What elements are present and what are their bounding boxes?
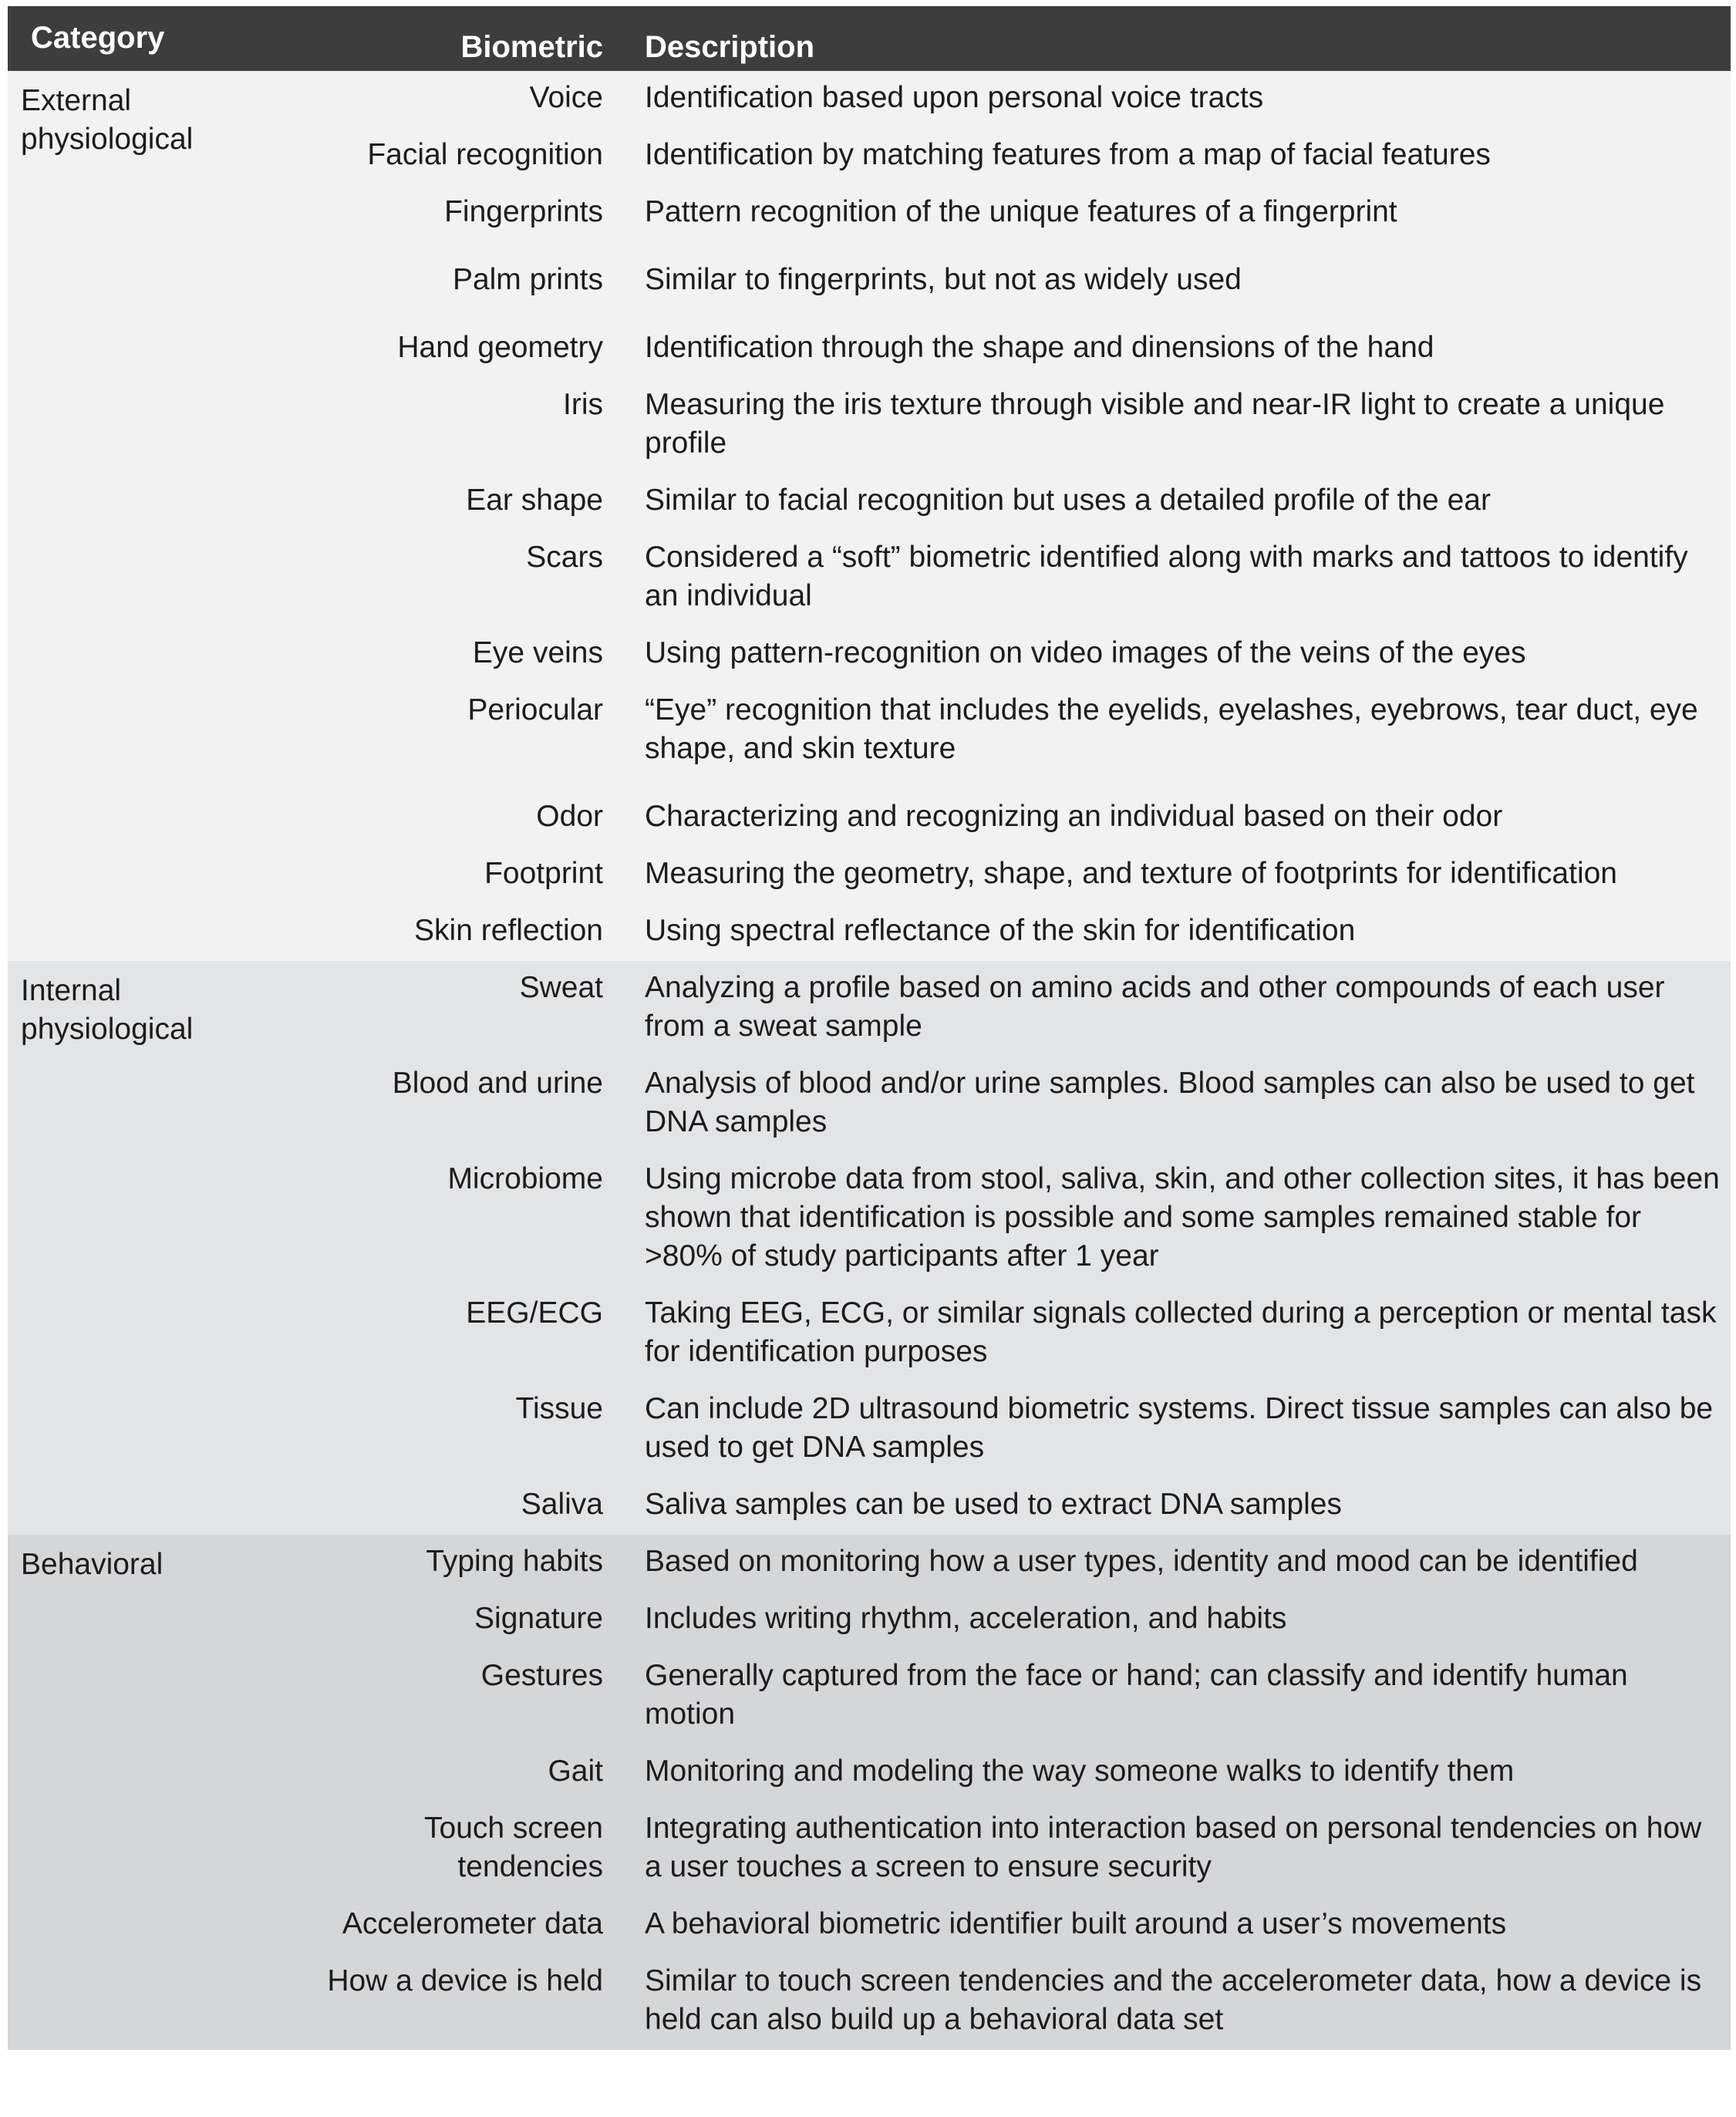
- biometric-cell: Sweat: [519, 971, 603, 1004]
- description-cell: Considered a “soft” biometric identified along with marks and tattoos to identify an individual: [645, 541, 1688, 612]
- biometric-cell: Palm prints: [452, 263, 603, 296]
- header-category: Category: [31, 21, 165, 55]
- biometric-cell: Periocular: [467, 693, 603, 726]
- description-cell: A behavioral biometric identifier built around a user’s movements: [645, 1907, 1507, 1940]
- description-cell: Pattern recognition of the unique features of a fingerprint: [645, 195, 1397, 228]
- biometrics-table: [8, 6, 1731, 2050]
- biometric-cell: EEG/ECG: [466, 1296, 603, 1330]
- biometric-cell: Tissue: [515, 1392, 603, 1425]
- biometrics-table-container: [8, 6, 1731, 2050]
- biometric-cell: Saliva: [521, 1488, 603, 1521]
- category-cell: Behavioral: [21, 1548, 163, 1581]
- biometric-cell: Facial recognition: [367, 138, 603, 171]
- biometric-cell: Signature: [474, 1602, 603, 1635]
- description-cell: Characterizing and recognizing an individual based on their odor: [645, 800, 1503, 833]
- description-cell: Measuring the iris texture through visible and near-IR light to create a unique profile: [645, 388, 1665, 460]
- header-biometric: Biometric: [460, 30, 603, 64]
- biometric-cell: Touch screen tendencies: [424, 1812, 603, 1883]
- description-cell: Generally captured from the face or hand; can classify and identify human motion: [645, 1659, 1628, 1731]
- description-cell: Using pattern-recognition on video images of the veins of the eyes: [645, 636, 1526, 669]
- biometric-cell: How a device is held: [327, 1964, 603, 1997]
- description-cell: Using spectral reflectance of the skin for identification: [645, 914, 1356, 947]
- table-row: [8, 1535, 1731, 1590]
- biometric-cell: Gait: [548, 1755, 603, 1788]
- description-cell: Integrating authentication into interaction based on personal tendencies on how a user touches a screen to ensure security: [645, 1812, 1702, 1883]
- table-row: [8, 71, 1731, 126]
- description-cell: Based on monitoring how a user types, identity and mood can be identified: [645, 1545, 1638, 1578]
- biometric-cell: Accelerometer data: [342, 1907, 603, 1940]
- biometric-cell: Voice: [529, 81, 603, 114]
- biometric-cell: Gestures: [480, 1659, 603, 1692]
- description-cell: Can include 2D ultrasound biometric systems. Direct tissue samples can also be used to get DNA samples: [645, 1392, 1714, 1464]
- biometric-cell: Scars: [526, 541, 603, 574]
- biometric-cell: Blood and urine: [392, 1067, 603, 1100]
- category-cell: External physiological: [21, 84, 194, 156]
- biometric-cell: Eye veins: [472, 636, 603, 669]
- description-cell: Similar to fingerprints, but not as widely used: [645, 263, 1242, 296]
- biometric-cell: Skin reflection: [414, 914, 603, 947]
- biometric-cell: Ear shape: [466, 484, 603, 517]
- description-cell: Saliva samples can be used to extract DNA samples: [645, 1488, 1342, 1521]
- biometric-cell: Footprint: [484, 857, 603, 890]
- group-external-physiological: [8, 71, 1731, 961]
- description-cell: Analyzing a profile based on amino acids and other compounds of each user from a sweat sample: [645, 971, 1665, 1043]
- category-cell: Internal physiological: [21, 974, 194, 1046]
- description-cell: Identification through the shape and dinensions of the hand: [645, 331, 1434, 364]
- group-internal-physiological: [8, 961, 1731, 1535]
- biometric-cell: Typing habits: [426, 1545, 603, 1578]
- biometric-cell: Odor: [536, 800, 603, 833]
- description-cell: Monitoring and modeling the way someone walks to identify them: [645, 1755, 1515, 1788]
- biometric-cell: Microbiome: [447, 1162, 603, 1195]
- group-behavioral: [8, 1535, 1731, 2050]
- description-cell: Similar to touch screen tendencies and the accelerometer data, how a device is held can also build up a behavioral data set: [645, 1964, 1702, 2036]
- header-description: Description: [645, 30, 815, 64]
- description-cell: Includes writing rhythm, acceleration, and habits: [645, 1602, 1287, 1635]
- biometric-cell: Iris: [563, 388, 603, 421]
- description-cell: Using microbe data from stool, saliva, skin, and other collection sites, it has been shown that identification is possible and some samples remained stable for >80% of study participants after 1 year: [645, 1162, 1720, 1273]
- description-cell: Taking EEG, ECG, or similar signals collected during a perception or mental task for identification purposes: [645, 1296, 1717, 1368]
- description-cell: Measuring the geometry, shape, and texture of footprints for identification: [645, 857, 1617, 890]
- header-row: [8, 6, 1731, 71]
- biometric-cell: Hand geometry: [397, 331, 603, 364]
- table-header: [8, 6, 1731, 71]
- description-cell: “Eye” recognition that includes the eyelids, eyelashes, eyebrows, tear duct, eye shape, and skin texture: [645, 693, 1698, 765]
- table-row: [8, 961, 1731, 1055]
- description-cell: Identification based upon personal voice tracts: [645, 81, 1264, 114]
- description-cell: Analysis of blood and/or urine samples. Blood samples can also be used to get DNA samples: [645, 1067, 1695, 1138]
- description-cell: Identification by matching features from a map of facial features: [645, 138, 1491, 171]
- biometric-cell: Fingerprints: [444, 195, 603, 228]
- description-cell: Similar to facial recognition but uses a detailed profile of the ear: [645, 484, 1491, 517]
